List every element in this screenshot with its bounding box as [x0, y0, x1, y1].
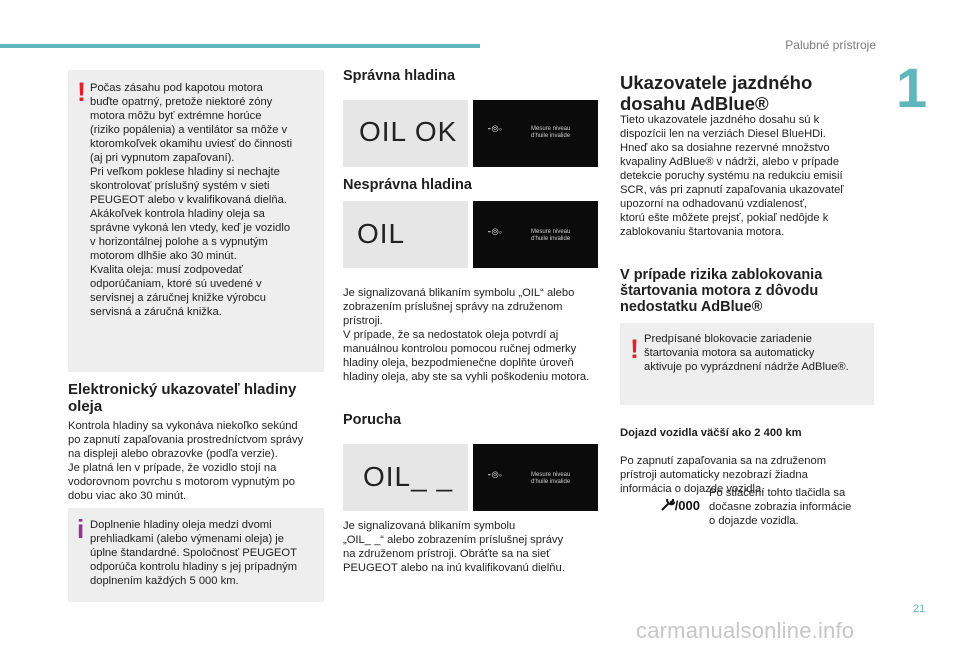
dark-message: Mesure niveau d'huile invalide	[531, 229, 571, 242]
info-text: Doplnenie hladiny oleja medzi dvomi prehliadkami (alebo výmenami oleja) je úplne štandardné. Spoločnosť PEUGEOT odporúča kontrolu hladiny s jej prípadným doplnením každých 5 000 km.	[90, 519, 298, 587]
wrench-label: /000	[674, 498, 700, 513]
top-accent-bar	[0, 44, 480, 48]
range-heading: Dojazd vozidla väčší ako 2 400 km	[620, 427, 802, 439]
oil-can-icon: ⁃⦾◦	[487, 227, 502, 237]
heading-start-block-risk: V prípade rizika zablokovania štartovania motora z dôvodu nedostatku AdBlue®	[620, 267, 823, 315]
section-title: Palubné prístroje	[785, 38, 876, 52]
dark-message: Mesure niveau d'huile invalide	[531, 126, 571, 139]
paragraph-range-info	[620, 412, 874, 496]
oil-can-icon: ⁃⦾◦	[487, 124, 502, 134]
oil-can-icon: ⁃⦾◦	[487, 470, 502, 480]
heading-electronic-oil-gauge: Elektronický ukazovateľ hladiny oleja	[68, 381, 297, 415]
warning-icon: !	[77, 77, 86, 107]
wrench-icon	[661, 499, 675, 511]
display-dark-wrong	[473, 201, 598, 268]
display-oil-ok	[343, 100, 468, 167]
range-text: Po zapnutí zapaľovania sa na združenom prístroji automaticky nezobrazí žiadna informácia o dojazde vozidla.	[620, 455, 827, 495]
info-box-oil-topup	[68, 508, 324, 602]
heading-adblue-range: Ukazovatele jazdného dosahu AdBlue®	[620, 72, 813, 114]
warning-box-engine	[68, 70, 324, 372]
display-dark-fault	[473, 444, 598, 511]
display-oil-wrong-text: OIL	[357, 218, 406, 249]
dark-message: Mesure niveau d'huile invalide	[531, 472, 571, 485]
paragraph-adblue: Tieto ukazovatele jazdného dosahu sú k dispozícii len na verziách Diesel BlueHDi. Hneď ako sa dosiahne rezervné množstvo kvapaliny AdBlue® v nádrži, alebo v prípade detekcie poruchy systému na redukciu emisií SCR, vás pri zapnutí zapaľovania ukazovateľ upozorní na odhadovanú vzdialenosť, ktorú ešte môžete prejsť, pokiaľ nedôjde k zablokovaniu štartovania motora.	[620, 114, 844, 238]
display-oil-fault-text: OIL_ _	[363, 461, 454, 492]
display-dark-ok	[473, 100, 598, 167]
warning-box-adblue	[620, 323, 874, 405]
heading-incorrect-level: Nesprávna hladina	[343, 177, 472, 193]
paragraph-oil-check: Kontrola hladiny sa vykonáva niekoľko sekúnd po zapnutí zapaľovania prostredníctvom správy na displeji alebo obrazovke (podľa verzie). Je platná len v prípade, že vozidlo stojí na vodorovnom povrchu s motorom vypnutým po dobu viac ako 30 minút.	[68, 420, 304, 502]
display-oil-fault	[343, 444, 468, 511]
warning-text: Predpísané blokovacie zariadenie štartovania motora sa automaticky aktivuje po vyprázdnení nádrže AdBlue®.	[644, 333, 849, 373]
wrench-range-button	[620, 498, 700, 513]
watermark: carmanualsonline.info	[636, 618, 855, 643]
page-number: 21	[913, 603, 926, 615]
heading-correct-level: Správna hladina	[343, 68, 456, 84]
chapter-number: 1	[896, 56, 928, 119]
paragraph-incorrect-level: Je signalizovaná blikaním symbolu „OIL“ alebo zobrazením príslušnej správy na združenom prístroji. V prípade, že sa nedostatok oleja potvrdí aj manuálnou kontrolou pomocou ručnej odmerky hladiny oleja, bezpodmienečne doplňte úroveň hladiny oleja, aby ste sa vyhli poškodeniu motora.	[343, 287, 590, 383]
wrench-note: Po stlačení tohto tlačidla sa dočasne zobrazia informácie o dojazde vozidla.	[709, 487, 852, 527]
warning-icon: !	[630, 334, 639, 364]
paragraph-fault: Je signalizovaná blikaním symbolu „OIL_ _“ alebo zobrazením príslušnej správy na združenom prístroji. Obráťte sa na sieť PEUGEOT alebo na inú kvalifikovanú dielňu.	[343, 520, 565, 574]
display-oil-wrong	[343, 201, 468, 268]
display-oil-ok-text: OIL OK	[359, 116, 458, 147]
warning-text: Počas zásahu pod kapotou motora buďte opatrný, pretože niektoré zóny motora môžu byť extrémne horúce (riziko popálenia) a ventilátor sa môže v ktoromkoľvek okamihu uviesť do činnosti (aj pri vypnutom zapaľovaní). Pri veľkom poklese hladiny si nechajte skontrolovať príslušný systém v sieti PEUGEOT alebo v kvalifikovaná dielňa. Akákoľvek kontrola hladiny oleja sa správne vykoná len vtedy, keď je vozidlo v horizontálnej polohe a s vypnutým motorom dlhšie ako 30 minút. Kvalita oleja: musí zodpovedať odporúčaniam, ktoré sú uvedené v servisnej a záručnej knižke výrobcu servisná a záručná knižka.	[90, 82, 293, 318]
info-icon: i	[77, 514, 85, 544]
heading-fault: Porucha	[343, 412, 402, 428]
